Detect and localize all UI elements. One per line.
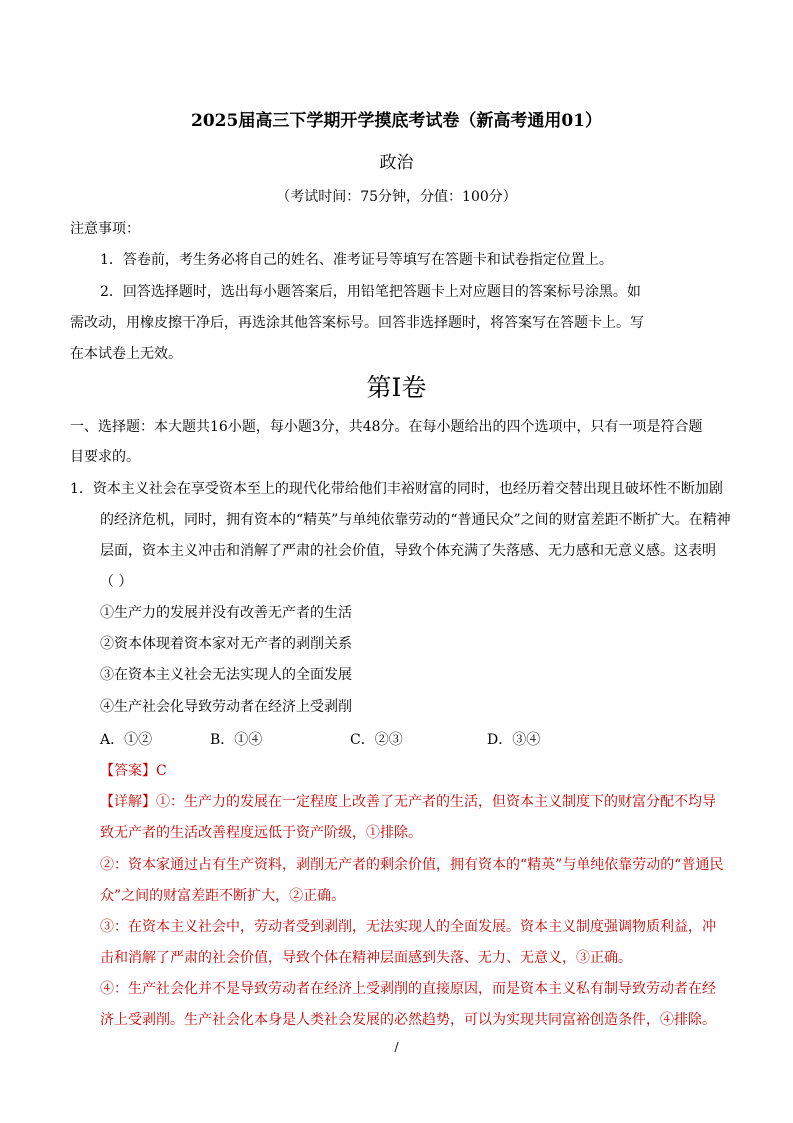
analysis-line-3: ②：资本家通过占有生产资料，剥削无产者的剩余价值，拥有资本的“精英”与单纯依靠劳动的“普通民: [100, 857, 724, 873]
question-1-stem-line-3: 层面，资本主义冲击和消解了严肃的社会价值，导致个体充满了失落感、无力感和无意义感。这表明: [100, 543, 716, 559]
exam-title: 2025届高三下学期开学摸底考试卷（新高考通用01）: [191, 111, 602, 131]
option-a: A．①②: [100, 732, 153, 748]
option-b: B．①④: [210, 732, 263, 748]
notes-item-2-line-3: 在本试卷上无效。: [70, 346, 182, 362]
notes-heading: 注意事项：: [70, 221, 140, 237]
section-title: 第Ⅰ卷: [366, 373, 427, 402]
exam-info: （考试时间：75分钟，分值：100分）: [276, 189, 517, 205]
statement-3: ③在资本主义社会无法实现人的全面发展: [100, 667, 352, 683]
analysis-line-8: 济上受剥削。生产社会化本身是人类社会发展的必然趋势，可以为实现共同富裕创造条件，④排除。: [100, 1012, 716, 1028]
analysis-line-4: 众”之间的财富差距不断扩大，②正确。: [100, 888, 346, 904]
notes-item-1: 1．答卷前，考生务必将自己的姓名、准考证号等填写在答题卡和试卷指定位置上。: [100, 252, 613, 268]
section-instruction-line-2: 目要求的。: [70, 449, 140, 465]
section-instruction-line-1: 一、选择题：本大题共16小题，每小题3分，共48分。在每小题给出的四个选项中，只有一项是符合题: [70, 419, 703, 435]
question-1-stem-line-2: 的经济危机，同时，拥有资本的“精英”与单纯依靠劳动的“普通民众”之间的财富差距不断扩大。在精神: [100, 512, 731, 528]
page-number: /: [394, 1040, 399, 1054]
statement-1: ①生产力的发展并没有改善无产者的生活: [100, 605, 352, 621]
notes-item-2-line-1: 2．回答选择题时，选出每小题答案后，用铅笔把答题卡上对应题目的答案标号涂黑。如: [100, 284, 641, 300]
statement-4: ④生产社会化导致劳动者在经济上受剥削: [100, 699, 352, 715]
subject-title: 政治: [379, 153, 414, 173]
analysis-line-5: ③：在资本主义社会中，劳动者受到剥削，无法实现人的全面发展。资本主义制度强调物质利益，冲: [100, 919, 716, 935]
analysis-line-2: 致无产者的生活改善程度远低于资产阶级，①排除。: [100, 825, 422, 841]
option-d: D．③④: [487, 732, 541, 748]
question-1-blank: （ ）: [100, 574, 133, 590]
question-1-stem-line-1: 1．资本主义社会在享受资本至上的现代化带给他们丰裕财富的同时，也经历着交替出现且破坏性不断加剧: [70, 481, 723, 497]
analysis-line-7: ④：生产社会化并不是导致劳动者在经济上受剥削的直接原因，而是资本主义私有制导致劳动者在经: [100, 981, 716, 997]
answer-label: 【答案】C: [100, 763, 167, 779]
option-c: C．②③: [350, 732, 403, 748]
analysis-line-6: 击和消解了严肃的社会价值，导致个体在精神层面感到失落、无力、无意义，③正确。: [100, 950, 632, 966]
statement-2: ②资本体现着资本家对无产者的剥削关系: [100, 636, 352, 652]
notes-item-2-line-2: 需改动，用橡皮擦干净后，再选涂其他答案标号。回答非选择题时，将答案写在答题卡上。写: [70, 315, 644, 331]
analysis-line-1: 【详解】①：生产力的发展在一定程度上改善了无产者的生活，但资本主义制度下的财富分配不均导: [100, 794, 716, 810]
